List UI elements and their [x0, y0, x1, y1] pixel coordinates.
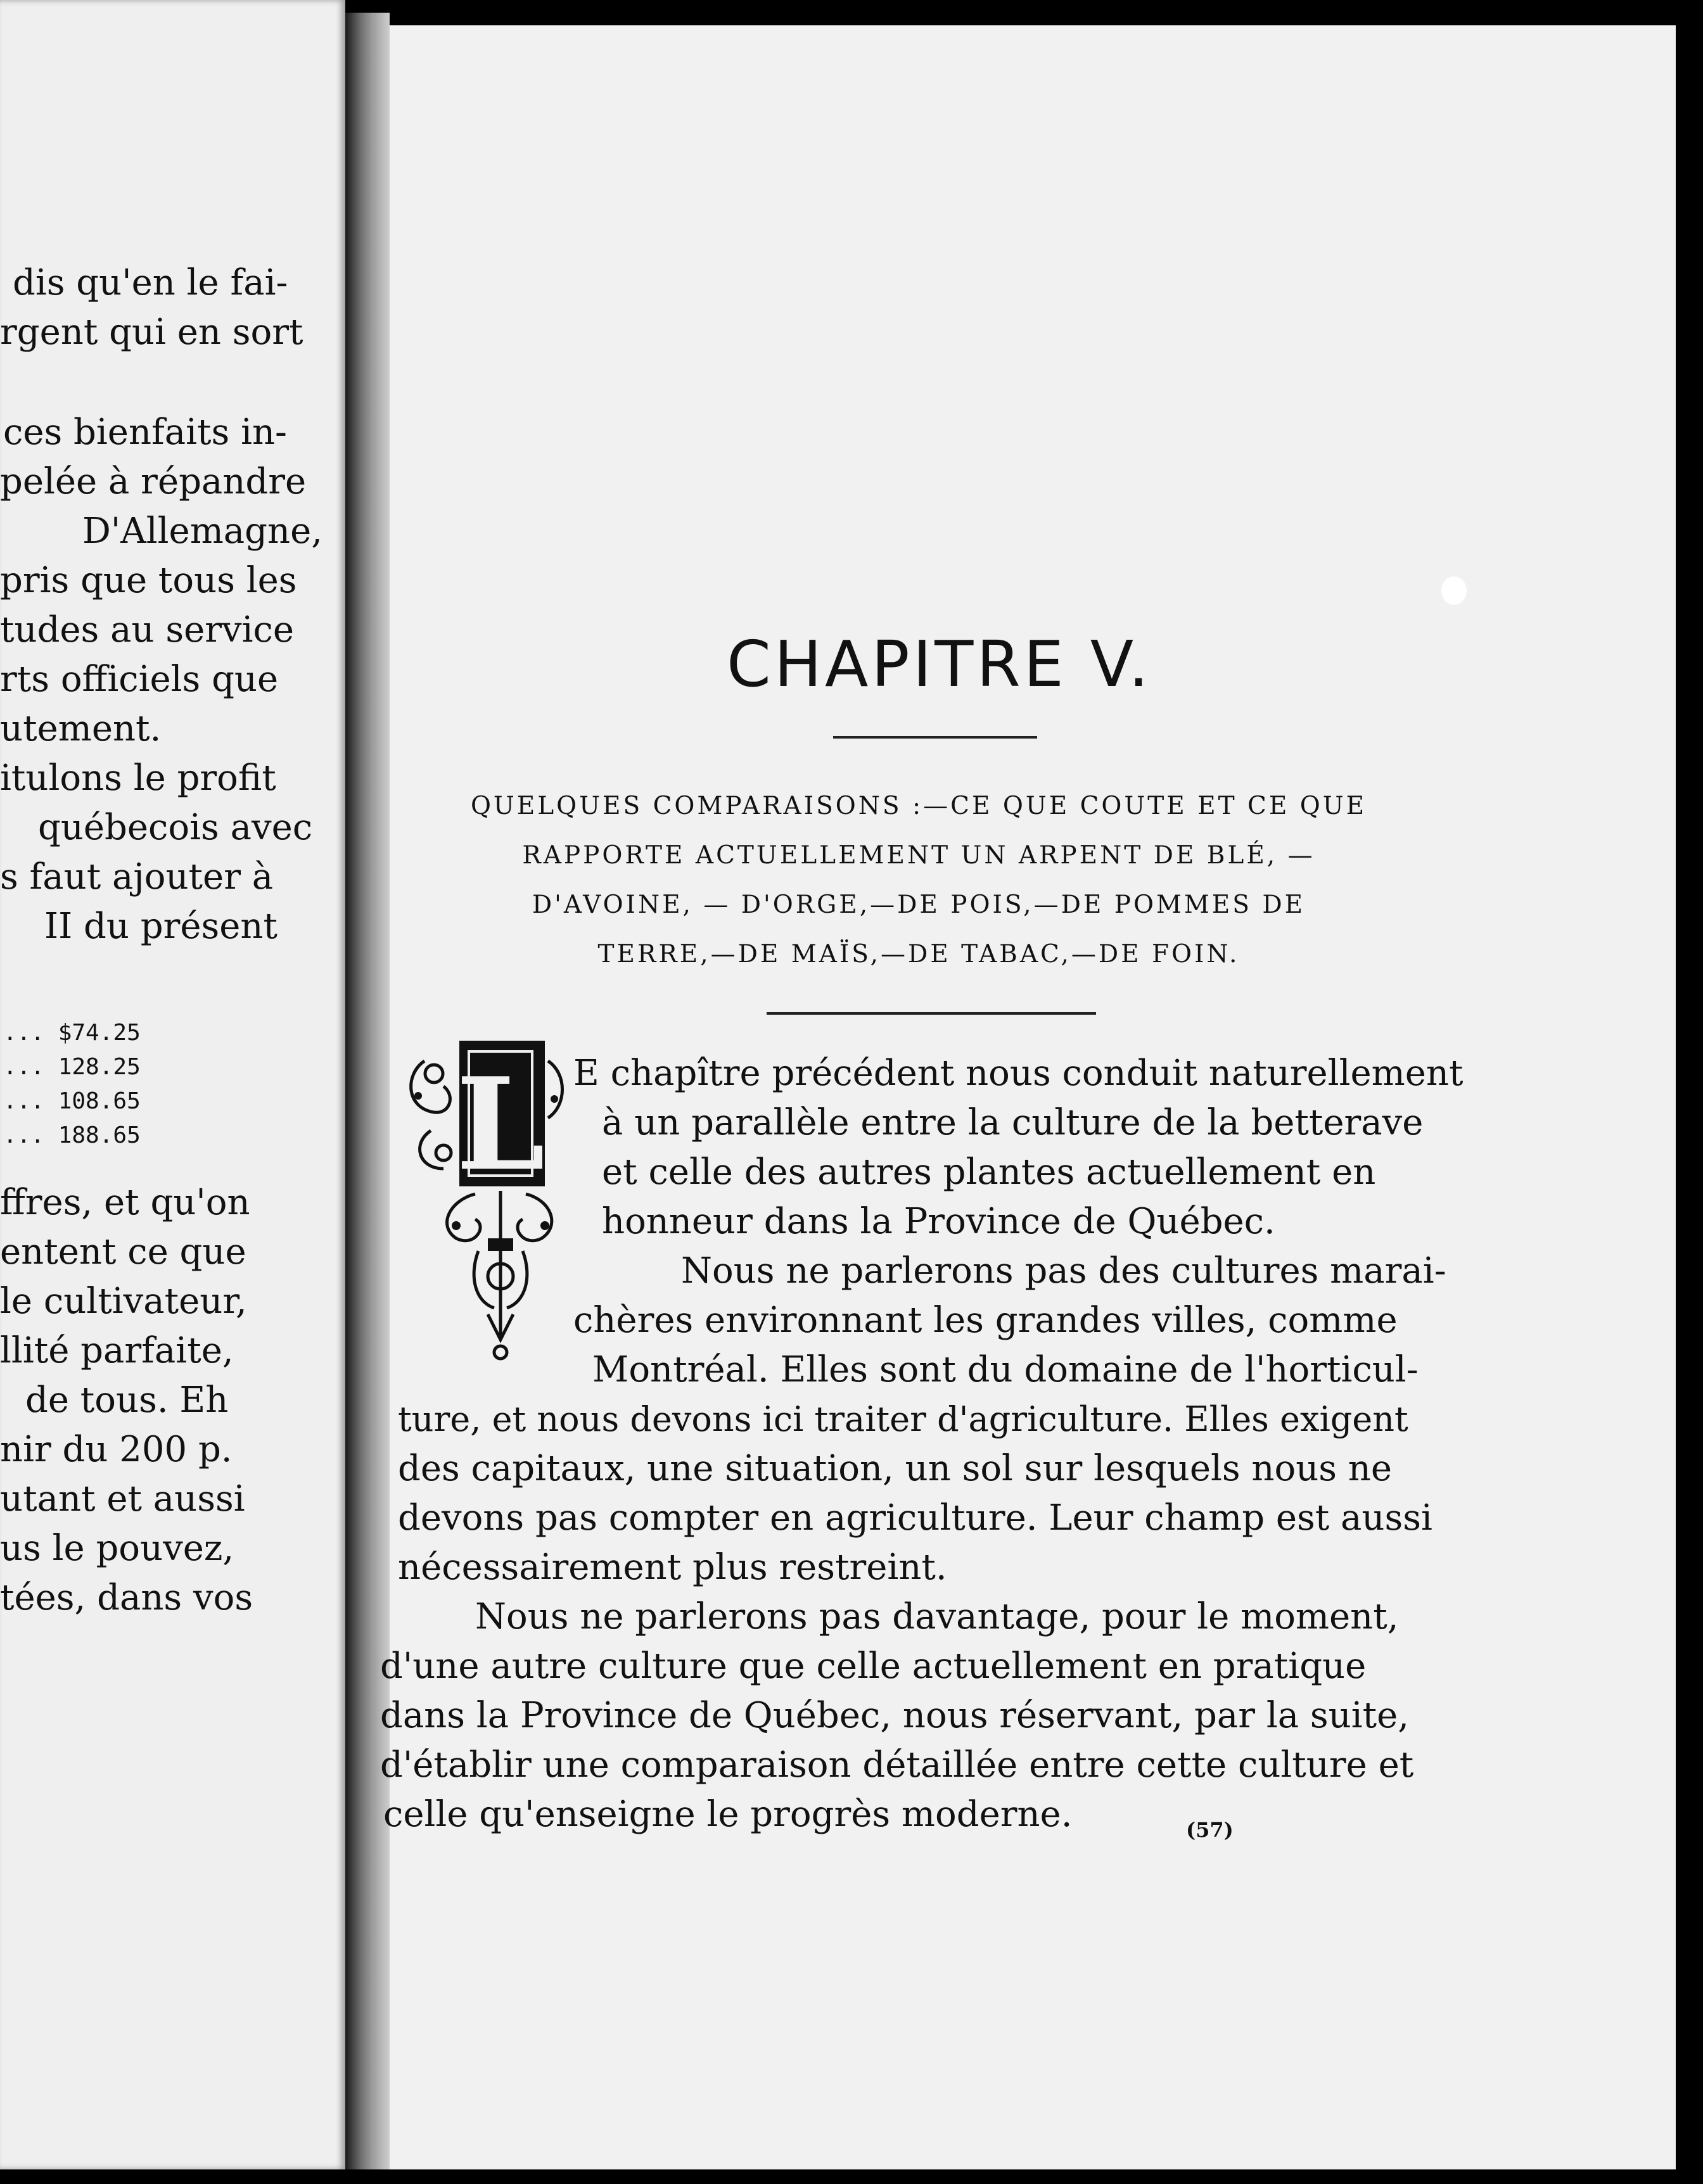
title-rule [833, 736, 1037, 739]
left-text-line: entent ce que [0, 1231, 246, 1273]
body-text-line: et celle des autres plantes actuellement en [602, 1152, 1376, 1193]
left-text-line: pelée à répandre [0, 461, 307, 502]
body-text-line: d'établir une comparaison détaillée entre cette culture et [380, 1744, 1414, 1786]
chapter-summary-line: QUELQUES COMPARAISONS :—CE QUE COUTE ET CE QUE [470, 792, 1367, 820]
chapter-summary-line: RAPPORTE ACTUELLEMENT UN ARPENT DE BLÉ, — [522, 841, 1315, 870]
body-text-line: à un parallèle entre la culture de la betterave [602, 1102, 1424, 1143]
body-text-line: dans la Province de Québec, nous réservant, par la suite, [380, 1695, 1410, 1736]
left-text-line: itulons le profit [0, 758, 276, 799]
paper-speck [1441, 576, 1467, 605]
body-text-line: E chapître précédent nous conduit naturellement [573, 1053, 1464, 1094]
page-number: (57) [1186, 1818, 1234, 1842]
ornamental-drop-cap [399, 1036, 570, 1365]
book-gutter [345, 13, 390, 2169]
body-text-line: chères environnant les grandes villes, comme [573, 1300, 1398, 1341]
figure-line: ... 128.25 [3, 1054, 141, 1080]
left-text-line: rts officiels que [0, 659, 279, 700]
drop-cap-letter: L [456, 1050, 545, 1199]
chapter-title: CHAPITRE V. [727, 627, 1152, 701]
left-text-line: dis qu'en le fai- [13, 262, 288, 303]
left-text-line: utant et aussi [0, 1478, 245, 1520]
left-text-line: ffres, et qu'on [0, 1182, 250, 1223]
body-text-line: des capitaux, une situation, un sol sur lesquels nous ne [398, 1448, 1393, 1489]
body-text-line: celle qu'enseigne le progrès moderne. [383, 1794, 1073, 1835]
body-text-line: honneur dans la Province de Québec. [602, 1201, 1275, 1242]
summary-rule [767, 1012, 1096, 1015]
left-text-line: D'Allemagne, [82, 511, 323, 552]
body-text-line: ture, et nous devons ici traiter d'agriculture. Elles exigent [398, 1399, 1408, 1439]
left-text-line: llité parfaite, [0, 1330, 234, 1371]
left-text-line: ces bienfaits in- [3, 412, 287, 453]
left-text-line: us le pouvez, [0, 1528, 234, 1569]
chapter-summary-line: TERRE,—DE MAÏS,—DE TABAC,—DE FOIN. [597, 940, 1240, 968]
left-text-line: le cultivateur, [0, 1281, 247, 1322]
body-text-line: nécessairement plus restreint. [398, 1547, 947, 1588]
left-text-line: II du présent [44, 906, 277, 947]
figure-line: ... 108.65 [3, 1088, 141, 1114]
figure-line: ... $74.25 [3, 1020, 141, 1046]
left-text-line: s faut ajouter à [0, 856, 274, 898]
body-text-line: d'une autre culture que celle actuellement en pratique [380, 1646, 1367, 1687]
left-text-line: pris que tous les [0, 560, 297, 601]
left-text-line: rgent qui en sort [0, 312, 303, 353]
left-text-line: utement. [0, 708, 162, 749]
left-text-line: tudes au service [0, 609, 295, 651]
right-page [390, 25, 1676, 2169]
left-text-line: nir du 200 p. [0, 1429, 233, 1470]
left-text-line: de tous. Eh [25, 1380, 229, 1421]
chapter-summary-line: D'AVOINE, — D'ORGE,—DE POIS,—DE POMMES DE [532, 891, 1306, 919]
body-text-line: Nous ne parlerons pas davantage, pour le moment, [475, 1596, 1399, 1637]
body-text-line: devons pas compter en agriculture. Leur champ est aussi [398, 1497, 1432, 1539]
left-facing-page [0, 0, 345, 2169]
left-text-line: québecois avec [38, 807, 313, 848]
left-text-line: tées, dans vos [0, 1577, 253, 1618]
figure-line: ... 188.65 [3, 1122, 141, 1148]
body-text-line: Nous ne parlerons pas des cultures marai- [681, 1250, 1446, 1292]
body-text-line: Montréal. Elles sont du domaine de l'horticul- [592, 1349, 1419, 1390]
